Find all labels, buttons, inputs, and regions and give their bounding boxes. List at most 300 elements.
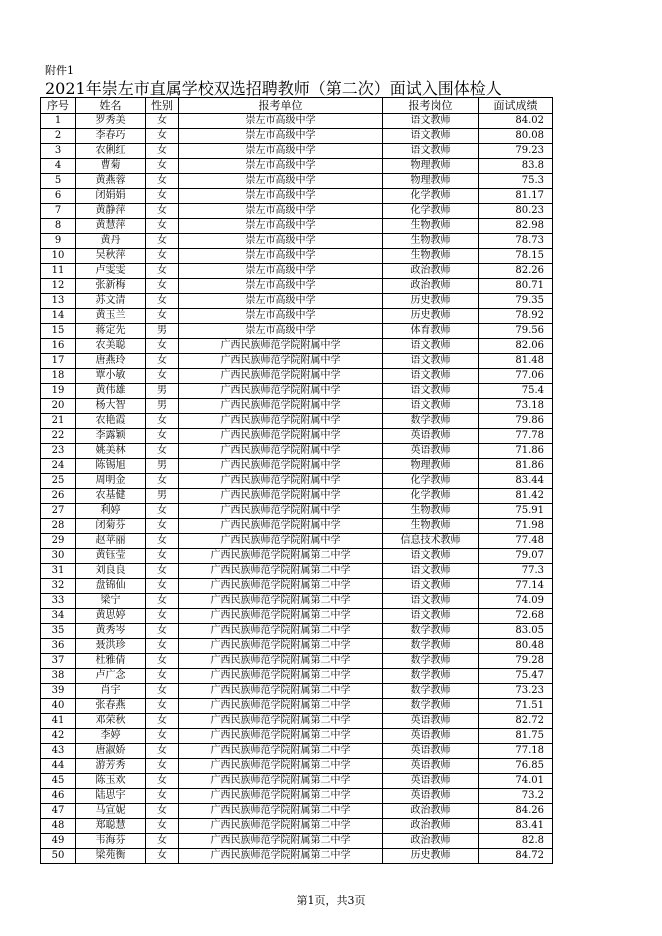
cell-score: 73.23	[479, 684, 553, 699]
cell-name: 黄静萍	[76, 204, 146, 219]
cell-score: 83.8	[479, 159, 553, 174]
table-row	[41, 819, 553, 834]
cell-score: 82.26	[479, 264, 553, 279]
cell-position: 化学教师	[383, 474, 479, 489]
cell-position: 化学教师	[383, 204, 479, 219]
table-row	[41, 399, 553, 414]
cell-unit: 广西民族师范学院附属第二中学	[179, 759, 383, 774]
table-row	[41, 744, 553, 759]
cell-position: 语文教师	[383, 399, 479, 414]
cell-score: 79.07	[479, 549, 553, 564]
cell-position: 英语教师	[383, 444, 479, 459]
cell-unit: 广西民族师范学院附属第二中学	[179, 714, 383, 729]
cell-unit: 广西民族师范学院附属第二中学	[179, 729, 383, 744]
table-row	[41, 699, 553, 714]
cell-unit: 广西民族师范学院附属第二中学	[179, 744, 383, 759]
table-row	[41, 324, 553, 339]
cell-position: 英语教师	[383, 774, 479, 789]
cell-name: 闭菊芬	[76, 519, 146, 534]
cell-score: 81.75	[479, 729, 553, 744]
cell-gender: 女	[146, 369, 179, 384]
cell-score: 71.51	[479, 699, 553, 714]
cell-unit: 崇左市高级中学	[179, 159, 383, 174]
cell-position: 英语教师	[383, 714, 479, 729]
header-unit: 报考单位	[179, 98, 383, 114]
cell-unit: 广西民族师范学院附属中学	[179, 384, 383, 399]
cell-seq: 6	[41, 189, 76, 204]
cell-score: 80.48	[479, 639, 553, 654]
cell-score: 84.26	[479, 804, 553, 819]
table-row	[41, 564, 553, 579]
cell-seq: 48	[41, 819, 76, 834]
cell-seq: 32	[41, 579, 76, 594]
cell-position: 数学教师	[383, 654, 479, 669]
cell-score: 79.23	[479, 144, 553, 159]
cell-name: 盘锦仙	[76, 579, 146, 594]
cell-score: 83.41	[479, 819, 553, 834]
cell-unit: 广西民族师范学院附属中学	[179, 534, 383, 549]
cell-score: 78.92	[479, 309, 553, 324]
cell-gender: 女	[146, 834, 179, 849]
cell-seq: 28	[41, 519, 76, 534]
table-row	[41, 534, 553, 549]
table-row	[41, 204, 553, 219]
cell-gender: 男	[146, 399, 179, 414]
cell-position: 物理教师	[383, 174, 479, 189]
cell-gender: 女	[146, 114, 179, 129]
cell-gender: 女	[146, 789, 179, 804]
cell-seq: 19	[41, 384, 76, 399]
cell-unit: 广西民族师范学院附属中学	[179, 399, 383, 414]
cell-score: 82.72	[479, 714, 553, 729]
cell-seq: 14	[41, 309, 76, 324]
table-row	[41, 384, 553, 399]
cell-unit: 崇左市高级中学	[179, 219, 383, 234]
cell-unit: 广西民族师范学院附属第二中学	[179, 804, 383, 819]
cell-unit: 广西民族师范学院附属第二中学	[179, 774, 383, 789]
cell-position: 英语教师	[383, 759, 479, 774]
cell-name: 黄玉兰	[76, 309, 146, 324]
cell-unit: 崇左市高级中学	[179, 294, 383, 309]
cell-gender: 女	[146, 264, 179, 279]
cell-name: 蒋定先	[76, 324, 146, 339]
cell-unit: 广西民族师范学院附属第二中学	[179, 699, 383, 714]
cell-seq: 38	[41, 669, 76, 684]
cell-name: 黄燕蓉	[76, 174, 146, 189]
table-header-row	[41, 98, 553, 114]
cell-name: 卢雯雯	[76, 264, 146, 279]
cell-seq: 31	[41, 564, 76, 579]
cell-gender: 女	[146, 624, 179, 639]
cell-name: 唐燕玲	[76, 354, 146, 369]
table-row	[41, 189, 553, 204]
cell-seq: 41	[41, 714, 76, 729]
cell-unit: 广西民族师范学院附属第二中学	[179, 669, 383, 684]
cell-position: 数学教师	[383, 639, 479, 654]
cell-gender: 女	[146, 144, 179, 159]
table-row	[41, 279, 553, 294]
cell-unit: 崇左市高级中学	[179, 204, 383, 219]
cell-name: 姚美林	[76, 444, 146, 459]
table-row	[41, 579, 553, 594]
cell-position: 体育教师	[383, 324, 479, 339]
cell-position: 数学教师	[383, 624, 479, 639]
cell-name: 唐淑娇	[76, 744, 146, 759]
cell-score: 79.86	[479, 414, 553, 429]
cell-seq: 29	[41, 534, 76, 549]
cell-unit: 广西民族师范学院附属第二中学	[179, 639, 383, 654]
document-title: 2021年崇左市直属学校双选招聘教师（第二次）面试入围体检人	[45, 79, 502, 98]
cell-seq: 34	[41, 609, 76, 624]
cell-gender: 女	[146, 639, 179, 654]
cell-seq: 25	[41, 474, 76, 489]
cell-seq: 30	[41, 549, 76, 564]
cell-unit: 广西民族师范学院附属第二中学	[179, 624, 383, 639]
cell-name: 陆思宇	[76, 789, 146, 804]
table-row	[41, 789, 553, 804]
cell-unit: 广西民族师范学院附属中学	[179, 444, 383, 459]
cell-gender: 女	[146, 819, 179, 834]
table-row	[41, 174, 553, 189]
cell-score: 77.48	[479, 534, 553, 549]
cell-name: 利婷	[76, 504, 146, 519]
cell-gender: 女	[146, 204, 179, 219]
cell-gender: 女	[146, 849, 179, 864]
cell-seq: 37	[41, 654, 76, 669]
cell-score: 81.17	[479, 189, 553, 204]
cell-score: 75.47	[479, 669, 553, 684]
cell-seq: 45	[41, 774, 76, 789]
table-row	[41, 414, 553, 429]
cell-name: 陈锡旭	[76, 459, 146, 474]
cell-unit: 广西民族师范学院附属中学	[179, 459, 383, 474]
table-row	[41, 249, 553, 264]
cell-name: 梁苑衡	[76, 849, 146, 864]
table-row	[41, 669, 553, 684]
cell-seq: 47	[41, 804, 76, 819]
cell-score: 75.91	[479, 504, 553, 519]
cell-name: 张春燕	[76, 699, 146, 714]
cell-position: 英语教师	[383, 729, 479, 744]
cell-name: 肖宇	[76, 684, 146, 699]
cell-position: 语文教师	[383, 564, 479, 579]
cell-unit: 广西民族师范学院附属中学	[179, 369, 383, 384]
cell-gender: 女	[146, 249, 179, 264]
table-row	[41, 129, 553, 144]
cell-unit: 广西民族师范学院附属第二中学	[179, 654, 383, 669]
cell-name: 黄伟雄	[76, 384, 146, 399]
cell-position: 历史教师	[383, 309, 479, 324]
cell-unit: 广西民族师范学院附属第二中学	[179, 564, 383, 579]
annex-label: 附件1	[45, 64, 74, 77]
table-body	[41, 114, 553, 864]
cell-score: 74.09	[479, 594, 553, 609]
cell-name: 韦海芬	[76, 834, 146, 849]
cell-name: 游芳秀	[76, 759, 146, 774]
cell-score: 76.85	[479, 759, 553, 774]
cell-gender: 男	[146, 459, 179, 474]
cell-name: 聂洪珍	[76, 639, 146, 654]
table-row	[41, 504, 553, 519]
cell-gender: 女	[146, 354, 179, 369]
cell-name: 闭娟娟	[76, 189, 146, 204]
cell-position: 语文教师	[383, 609, 479, 624]
table-row	[41, 309, 553, 324]
cell-score: 82.06	[479, 339, 553, 354]
table-row	[41, 264, 553, 279]
cell-position: 生物教师	[383, 519, 479, 534]
cell-name: 黄思婷	[76, 609, 146, 624]
cell-score: 82.98	[479, 219, 553, 234]
cell-seq: 26	[41, 489, 76, 504]
cell-seq: 16	[41, 339, 76, 354]
cell-name: 杜雅倩	[76, 654, 146, 669]
cell-name: 郑聪慧	[76, 819, 146, 834]
table-row	[41, 594, 553, 609]
cell-gender: 女	[146, 714, 179, 729]
cell-unit: 广西民族师范学院附属第二中学	[179, 594, 383, 609]
cell-gender: 女	[146, 654, 179, 669]
cell-unit: 广西民族师范学院附属中学	[179, 429, 383, 444]
cell-name: 李露颖	[76, 429, 146, 444]
cell-position: 语文教师	[383, 144, 479, 159]
cell-position: 数学教师	[383, 669, 479, 684]
cell-gender: 女	[146, 279, 179, 294]
cell-score: 81.86	[479, 459, 553, 474]
cell-unit: 广西民族师范学院附属第二中学	[179, 819, 383, 834]
table-row	[41, 624, 553, 639]
cell-gender: 男	[146, 489, 179, 504]
cell-position: 语文教师	[383, 384, 479, 399]
cell-gender: 女	[146, 744, 179, 759]
cell-score: 81.48	[479, 354, 553, 369]
table-row	[41, 609, 553, 624]
header-name: 姓名	[76, 98, 146, 114]
cell-score: 77.18	[479, 744, 553, 759]
cell-score: 77.78	[479, 429, 553, 444]
cell-name: 黄钰莹	[76, 549, 146, 564]
cell-gender: 女	[146, 309, 179, 324]
cell-name: 农美聪	[76, 339, 146, 354]
cell-score: 80.08	[479, 129, 553, 144]
cell-unit: 崇左市高级中学	[179, 279, 383, 294]
cell-seq: 3	[41, 144, 76, 159]
cell-name: 黄丹	[76, 234, 146, 249]
table-row	[41, 444, 553, 459]
table-row	[41, 834, 553, 849]
table-row	[41, 684, 553, 699]
table-row	[41, 639, 553, 654]
header-position: 报考岗位	[383, 98, 479, 114]
cell-gender: 女	[146, 504, 179, 519]
cell-position: 生物教师	[383, 504, 479, 519]
table-row	[41, 654, 553, 669]
cell-position: 英语教师	[383, 744, 479, 759]
cell-name: 农俐红	[76, 144, 146, 159]
cell-seq: 4	[41, 159, 76, 174]
cell-gender: 女	[146, 579, 179, 594]
table-row	[41, 369, 553, 384]
cell-gender: 女	[146, 414, 179, 429]
cell-position: 生物教师	[383, 219, 479, 234]
table-row	[41, 354, 553, 369]
table-row	[41, 459, 553, 474]
table-row	[41, 234, 553, 249]
cell-score: 83.44	[479, 474, 553, 489]
cell-unit: 广西民族师范学院附属第二中学	[179, 549, 383, 564]
table-row	[41, 219, 553, 234]
cell-seq: 50	[41, 849, 76, 864]
cell-name: 邓荣秋	[76, 714, 146, 729]
page-footer: 第1页，共3页	[296, 894, 366, 907]
cell-unit: 广西民族师范学院附属第二中学	[179, 579, 383, 594]
cell-gender: 女	[146, 474, 179, 489]
cell-position: 语文教师	[383, 369, 479, 384]
cell-gender: 女	[146, 159, 179, 174]
cell-score: 75.4	[479, 384, 553, 399]
header-score: 面试成绩	[479, 98, 553, 114]
cell-score: 81.42	[479, 489, 553, 504]
cell-seq: 23	[41, 444, 76, 459]
table-row	[41, 429, 553, 444]
cell-name: 李春巧	[76, 129, 146, 144]
cell-seq: 24	[41, 459, 76, 474]
cell-seq: 18	[41, 369, 76, 384]
cell-score: 77.3	[479, 564, 553, 579]
cell-gender: 女	[146, 699, 179, 714]
cell-position: 语文教师	[383, 354, 479, 369]
table-row	[41, 729, 553, 744]
cell-name: 曹菊	[76, 159, 146, 174]
cell-score: 73.18	[479, 399, 553, 414]
cell-unit: 崇左市高级中学	[179, 144, 383, 159]
cell-gender: 女	[146, 174, 179, 189]
cell-gender: 女	[146, 729, 179, 744]
cell-gender: 女	[146, 564, 179, 579]
table-row	[41, 294, 553, 309]
cell-position: 政治教师	[383, 819, 479, 834]
cell-gender: 男	[146, 324, 179, 339]
cell-name: 苏文清	[76, 294, 146, 309]
table-row	[41, 759, 553, 774]
cell-name: 周明金	[76, 474, 146, 489]
cell-seq: 46	[41, 789, 76, 804]
cell-position: 化学教师	[383, 189, 479, 204]
cell-unit: 广西民族师范学院附属第二中学	[179, 849, 383, 864]
cell-seq: 27	[41, 504, 76, 519]
cell-unit: 崇左市高级中学	[179, 264, 383, 279]
header-seq: 序号	[41, 98, 76, 114]
cell-unit: 崇左市高级中学	[179, 174, 383, 189]
cell-seq: 36	[41, 639, 76, 654]
cell-seq: 15	[41, 324, 76, 339]
cell-unit: 崇左市高级中学	[179, 114, 383, 129]
cell-unit: 崇左市高级中学	[179, 129, 383, 144]
cell-seq: 5	[41, 174, 76, 189]
table-row	[41, 159, 553, 174]
cell-unit: 崇左市高级中学	[179, 324, 383, 339]
cell-seq: 35	[41, 624, 76, 639]
cell-position: 政治教师	[383, 264, 479, 279]
cell-name: 农艳霞	[76, 414, 146, 429]
cell-gender: 女	[146, 669, 179, 684]
cell-gender: 女	[146, 129, 179, 144]
cell-seq: 9	[41, 234, 76, 249]
table-row	[41, 774, 553, 789]
cell-unit: 广西民族师范学院附属第二中学	[179, 609, 383, 624]
cell-score: 73.2	[479, 789, 553, 804]
cell-position: 数学教师	[383, 684, 479, 699]
cell-unit: 广西民族师范学院附属第二中学	[179, 684, 383, 699]
cell-seq: 2	[41, 129, 76, 144]
cell-position: 政治教师	[383, 804, 479, 819]
cell-score: 83.05	[479, 624, 553, 639]
cell-seq: 7	[41, 204, 76, 219]
cell-seq: 17	[41, 354, 76, 369]
cell-unit: 广西民族师范学院附属中学	[179, 474, 383, 489]
cell-position: 语文教师	[383, 339, 479, 354]
cell-unit: 广西民族师范学院附属第二中学	[179, 834, 383, 849]
cell-name: 刘良良	[76, 564, 146, 579]
cell-name: 李婷	[76, 729, 146, 744]
cell-position: 信息技术教师	[383, 534, 479, 549]
cell-gender: 女	[146, 519, 179, 534]
table-row	[41, 549, 553, 564]
cell-unit: 崇左市高级中学	[179, 189, 383, 204]
cell-score: 72.68	[479, 609, 553, 624]
cell-position: 历史教师	[383, 294, 479, 309]
cell-unit: 广西民族师范学院附属中学	[179, 354, 383, 369]
header-gender: 性别	[146, 98, 179, 114]
cell-name: 吴秋萍	[76, 249, 146, 264]
cell-gender: 女	[146, 684, 179, 699]
cell-seq: 39	[41, 684, 76, 699]
cell-seq: 43	[41, 744, 76, 759]
cell-seq: 22	[41, 429, 76, 444]
cell-position: 语文教师	[383, 114, 479, 129]
cell-position: 语文教师	[383, 594, 479, 609]
cell-seq: 44	[41, 759, 76, 774]
cell-seq: 10	[41, 249, 76, 264]
cell-position: 物理教师	[383, 159, 479, 174]
cell-gender: 女	[146, 294, 179, 309]
cell-score: 84.72	[479, 849, 553, 864]
cell-gender: 女	[146, 534, 179, 549]
cell-score: 80.71	[479, 279, 553, 294]
cell-gender: 女	[146, 594, 179, 609]
cell-seq: 49	[41, 834, 76, 849]
cell-score: 84.02	[479, 114, 553, 129]
cell-gender: 女	[146, 189, 179, 204]
cell-seq: 8	[41, 219, 76, 234]
cell-seq: 20	[41, 399, 76, 414]
cell-gender: 女	[146, 444, 179, 459]
cell-score: 78.15	[479, 249, 553, 264]
cell-name: 黄秀岑	[76, 624, 146, 639]
cell-gender: 女	[146, 759, 179, 774]
table-row	[41, 339, 553, 354]
table-row	[41, 114, 553, 129]
cell-position: 历史教师	[383, 849, 479, 864]
cell-name: 陈玉欢	[76, 774, 146, 789]
cell-gender: 女	[146, 549, 179, 564]
cell-name: 卢广念	[76, 669, 146, 684]
cell-gender: 女	[146, 339, 179, 354]
table-row	[41, 144, 553, 159]
cell-score: 79.28	[479, 654, 553, 669]
cell-unit: 广西民族师范学院附属中学	[179, 339, 383, 354]
cell-score: 78.73	[479, 234, 553, 249]
